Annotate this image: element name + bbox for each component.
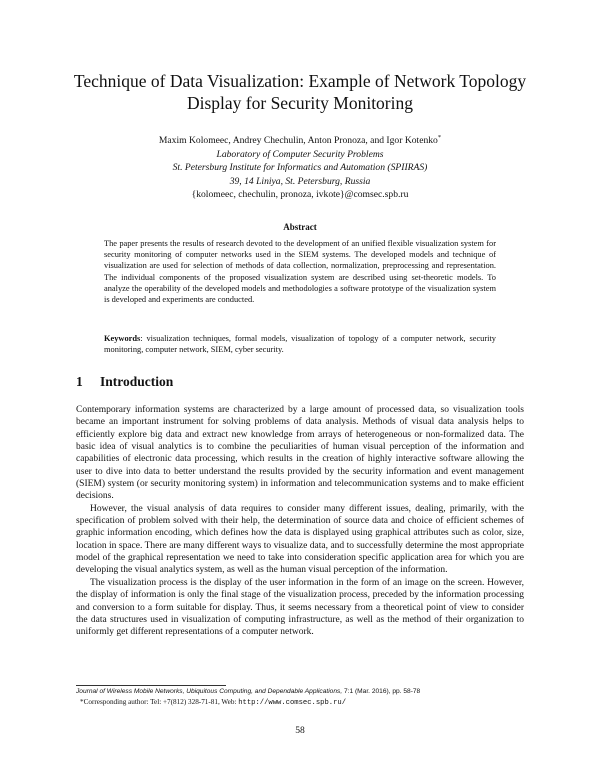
author-block — [60, 131, 540, 202]
journal-footnote — [76, 688, 420, 695]
corresponding-prefix: *Corresponding author: Tel: +7(812) 328-71-81, Web: — [80, 698, 239, 706]
title-line-2: Display for Security Monitoring — [186, 93, 413, 113]
web-link[interactable]: http://www.comsec.spb.ru/ — [238, 699, 347, 707]
body-paragraph-1: Contemporary information systems are characterized by a large amount of processed data, so visualization tools became an important instrument for solving problems of data analysis. Methods of visual data analysis helps to efficiently explore big data and extract new knowledge from arrays of heterogeneous or non-formalized data. The basic idea of visual analytics is to combine the peculiarities of human visual perception of the information and capabilities of electronic data processing, which results in the creation of highly interactive software allowing the user to dive into data to better understand the results provided by the security information and event management (SIEM) system (or security monitoring system) in information and telecommunication systems and to make efficient decisions. — [76, 405, 524, 502]
author-emails: {kolomeec, chechulin, pronoza, ivkote}@comsec.spb.ru — [191, 189, 409, 201]
footnote-rule — [76, 685, 226, 686]
page-number: 58 — [295, 725, 305, 736]
keywords-text: : visualization techniques, formal models, visualization of topology of a computer network, security monitoring, computer network, SIEM, cyber security. — [104, 334, 496, 355]
body-paragraph-2: However, the visual analysis of data requires to consider many different issues, dealing, primarily, with the specification of problem solved with their help, the determination of source data and choice of efficient schemes of graphic information encoding, which defines how the data is displayed using graphical attributes such as color, size, location in space. There are many different ways to visualize data, and to successfully determine the most appropriate model of the graphical representation we need to take into consideration specific application area for which you are developing the visual analytics system, as well as the human visual perception of the information. — [76, 503, 524, 576]
author-lab: Laboratory of Computer Security Problems — [216, 148, 384, 160]
corresponding-footnote — [80, 698, 346, 707]
section-heading — [76, 374, 173, 390]
abstract-heading: Abstract — [283, 222, 317, 232]
author-names — [60, 131, 540, 148]
author-institute: St. Petersburg Institute for Informatics and Automation (SPIIRAS) — [172, 162, 428, 174]
title-line-1: Technique of Data Visualization: Example of Network Topology — [73, 71, 527, 91]
section-number: 1 — [76, 374, 83, 389]
section-title: Introduction — [100, 374, 174, 389]
journal-name: Journal of Wireless Mobile Networks, Ubiquitous Computing, and Dependable Applications, — [76, 688, 343, 695]
body-text — [76, 404, 524, 639]
abstract-text: The paper presents the results of research devoted to the development of an unified flexible visualization system for security monitoring of computer networks used in the SIEM systems. The developed models and technique of visualization are used for selection of methods of data collection, normalization, preprocessing and representation. The individual components of the proposed visualization system are described using set-theoretic models. To analyze the operability of the developed models and methodologies a software prototype of the visualization system is developed and experiments are conducted. — [104, 239, 496, 305]
keywords-label: Keywords — [104, 334, 141, 343]
paper-title — [60, 70, 540, 114]
body-paragraph-3: The visualization process is the display of the user information in the form of an image on the screen. However, the display of information is only the final stage of the visualization process, preceded by the information processing and conversion to a form suitable for display. Thus, it seems necessary from a theoretical point of view to consider the data structures used in visualization of computing infrastructure, as well as the method of their organization to uniformly get different representations of a computer network. — [76, 577, 524, 638]
keywords — [104, 333, 496, 355]
author-names-text: Maxim Kolomeec, Andrey Chechulin, Anton Pronoza, and Igor Kotenko — [158, 135, 438, 147]
journal-issue: 7:1 (Mar. 2016), pp. 58-78 — [342, 688, 421, 695]
author-address: 39, 14 Liniya, St. Petersburg, Russia — [229, 175, 371, 187]
corresponding-mark: * — [437, 134, 442, 141]
